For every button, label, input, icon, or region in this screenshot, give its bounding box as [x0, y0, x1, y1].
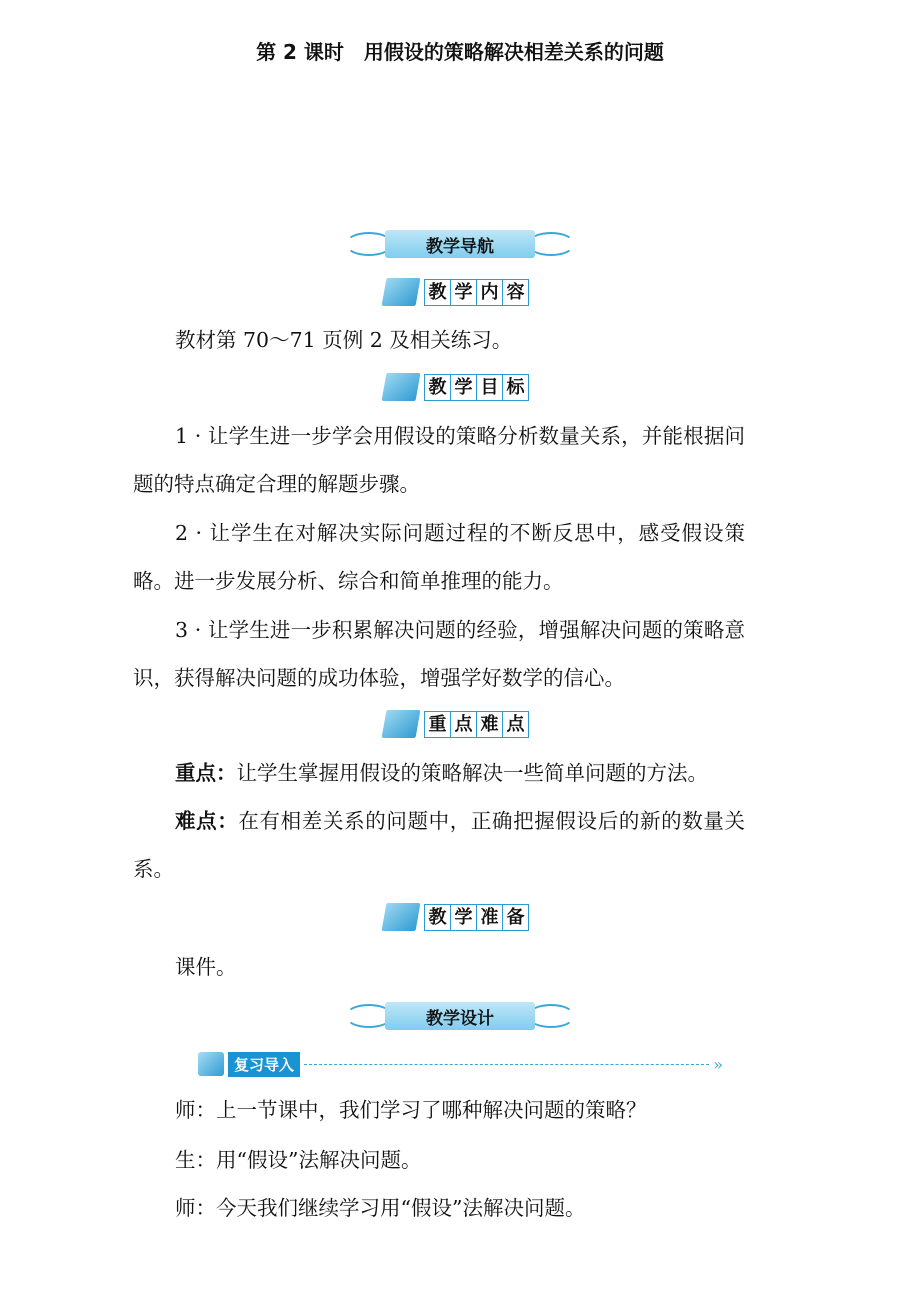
- difficult-point: 难点：在有相差关系的问题中，正确把握假设后的新的数量关系。: [133, 809, 746, 881]
- dashed-divider: [304, 1064, 709, 1065]
- section-header-goals: 教 学 目 标: [384, 372, 529, 402]
- book-icon: [382, 373, 421, 401]
- key-point: 重点：让学生掌握用假设的策略解决一些简单问题的方法。: [175, 761, 708, 785]
- double-chevron-icon: »: [713, 1054, 723, 1074]
- lesson-title: 第 2 课时 用假设的策略解决相差关系的问题: [256, 40, 664, 64]
- goal-1: 1 · 让学生进一步学会用假设的策略分析数量关系，并能根据问题的特点确定合理的解题步骤。: [133, 424, 745, 496]
- banner-teaching-nav: 教学导航: [345, 226, 575, 262]
- folder-icon: [382, 278, 421, 306]
- dialogue-line: 师：今天我们继续学习用“假设”法解决问题。: [175, 1196, 586, 1220]
- book-icon: [382, 710, 421, 738]
- goal-3: 3 · 让学生进一步积累解决问题的经验，增强解决问题的策略意识，获得解决问题的成功体验，增强学好数学的信心。: [133, 618, 745, 690]
- section-header-key-points: 重 点 难 点: [384, 709, 529, 739]
- dialogue-line: 师：上一节课中，我们学习了哪种解决问题的策略？: [175, 1098, 647, 1122]
- book-icon: [198, 1052, 224, 1076]
- review-intro-header: 复习导入 »: [198, 1050, 723, 1078]
- section-header-preparation: 教 学 准 备: [384, 902, 529, 932]
- prep-text: 课件。: [175, 955, 237, 979]
- dialogue-line: 生：用“假设”法解决问题。: [175, 1148, 422, 1172]
- banner-teaching-design: 教学设计: [345, 998, 575, 1034]
- book-icon: [382, 903, 421, 931]
- content-text: 教材第 70～71 页例 2 及相关练习。: [175, 328, 513, 352]
- section-header-content: 教 学 内 容: [384, 277, 529, 307]
- goal-2: 2 · 让学生在对解决实际问题过程的不断反思中，感受假设策略。进一步发展分析、综合和简单推理的能力。: [133, 521, 745, 593]
